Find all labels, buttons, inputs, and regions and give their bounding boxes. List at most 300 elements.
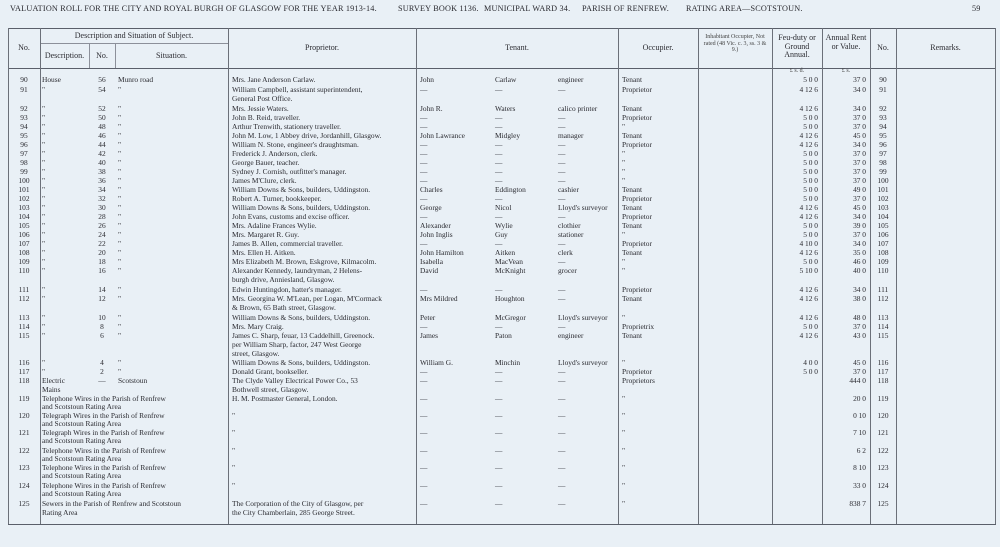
entry-description: Mains [42,385,61,394]
entry-tenant-surname: Nicol [495,203,512,212]
entry-occupier: " [622,176,626,185]
entry-description: " [42,212,46,221]
entry-number: 121 [18,428,30,437]
entry-feu-duty: 5 10 0 [799,266,818,275]
entry-number-right: 92 [879,104,887,113]
entry-tenant-forename: — [420,194,428,203]
entry-situation: " [118,322,122,331]
entry-feu-duty: 4 12 6 [799,104,818,113]
entry-feu-duty: 5 0 0 [803,367,818,376]
entry-occupier: " [622,499,626,508]
entry-house-number: 52 [98,104,106,113]
entry-tenant-surname: Paton [495,331,512,340]
entry-tenant-surname: — [495,167,503,176]
entry-description: " [42,140,46,149]
entry-proprietor: Frederick J. Anderson, clerk. [232,149,318,158]
entry-tenant-occupation: — [558,446,566,455]
entry-occupier: Proprietor [622,285,652,294]
entry-description: " [42,294,46,303]
entry-tenant-occupation: stationer [558,230,584,239]
entry-tenant-occupation: — [558,194,566,203]
entry-description: " [42,239,46,248]
entry-description: " [42,257,46,266]
table-top-rule [8,28,996,29]
entry-proprietor: John B. Reid, traveller. [232,113,301,122]
entry-feu-duty: 5 0 0 [803,167,818,176]
entry-situation: " [118,331,122,340]
entry-house-number: 46 [98,131,106,140]
entry-description: " [42,158,46,167]
entry-proprietor: William Downs & Sons, builders, Uddingston. [232,203,371,212]
entry-number: 108 [18,248,30,257]
entry-annual-rent: 34 0 [853,285,866,294]
entry-tenant-occupation: grocer [558,266,577,275]
entry-tenant-forename: — [420,428,428,437]
entry-feu-duty: 5 0 0 [803,149,818,158]
entry-tenant-surname: — [495,411,503,420]
entry-proprietor: Bothwell street, Glasgow. [232,385,309,394]
entry-proprietor: " [232,428,236,437]
entry-tenant-forename: Mrs Mildred [420,294,458,303]
entry-proprietor: & Brown, 65 Bath street, Glasgow. [232,303,336,312]
entry-number: 113 [18,313,30,322]
entry-annual-rent: 34 0 [853,239,866,248]
col-rule [416,28,417,524]
entry-tenant-forename: — [420,322,428,331]
col-head-desc-group: Description and Situation of Subject. [74,31,194,40]
col-head-proprietor: Proprietor. [305,43,339,52]
entry-proprietor: " [232,411,236,420]
entry-number: 115 [18,331,30,340]
entry-tenant-forename: Alexander [420,221,451,230]
entry-number-right: 103 [877,203,889,212]
entry-occupier: " [622,411,626,420]
entry-tenant-forename: — [420,446,428,455]
entry-tenant-forename: — [420,463,428,472]
entry-tenant-surname: — [495,140,503,149]
entry-feu-duty: 4 12 6 [799,331,818,340]
entry-tenant-surname: — [495,239,503,248]
entry-situation: " [118,85,122,94]
entry-description: Rating Area [42,508,78,517]
entry-tenant-surname: — [495,446,503,455]
entry-number: 117 [18,367,30,376]
entry-annual-rent: 39 0 [853,221,866,230]
entry-number-right: 96 [879,140,887,149]
col-head-situation: Situation. [156,51,187,60]
entry-tenant-occupation: Lloyd's surveyor [558,203,608,212]
entry-annual-rent: 6 2 [856,446,866,455]
entry-number: 122 [18,446,30,455]
rating-area: RATING AREA—SCOTSTOUN. [686,4,803,13]
entry-description: " [42,203,46,212]
entry-proprietor: William Campbell, assistant superintendent, [232,85,363,94]
entry-description: " [42,221,46,230]
col-rule [995,28,996,524]
entry-tenant-forename: David [420,266,439,275]
entry-proprietor: Arthur Trenwith, stationery traveller. [232,122,341,131]
entry-occupier: Proprietor [622,239,652,248]
entry-feu-duty: 5 0 0 [803,176,818,185]
entry-tenant-forename: — [420,239,428,248]
entry-annual-rent: 45 0 [853,358,866,367]
entry-tenant-forename: — [420,176,428,185]
entry-tenant-occupation: — [558,376,566,385]
entry-number: 93 [20,113,28,122]
entry-number: 99 [20,167,28,176]
entry-description: " [42,367,46,376]
entry-occupier: Tenant [622,104,643,113]
entry-description: and Scotstoun Rating Area [42,419,122,428]
entry-tenant-occupation: — [558,294,566,303]
entry-number-right: 124 [877,481,889,490]
entry-situation: " [118,185,122,194]
entry-tenant-surname: — [495,176,503,185]
entry-description: " [42,331,46,340]
entry-number-right: 95 [879,131,887,140]
entry-tenant-forename: — [420,411,428,420]
entry-tenant-surname: — [495,463,503,472]
entry-annual-rent: 37 0 [853,194,866,203]
entry-proprietor: " [232,463,236,472]
entry-annual-rent: 37 0 [853,75,866,84]
entry-proprietor: the City Chamberlain, 285 George Street. [232,508,355,517]
entry-tenant-occupation: — [558,411,566,420]
entry-tenant-forename: John R. [420,104,443,113]
entry-number-right: 99 [879,167,887,176]
entry-situation: " [118,104,122,113]
entry-annual-rent: 43 0 [853,331,866,340]
entry-annual-rent: 34 0 [853,85,866,94]
entry-description: " [42,285,46,294]
entry-tenant-occupation: — [558,499,566,508]
entry-description: " [42,194,46,203]
entry-tenant-surname: Waters [495,104,516,113]
entry-tenant-surname: — [495,212,503,221]
entry-proprietor: James C. Sharp, feuar, 13 Caddelhill, Greenock. [232,331,375,340]
entry-feu-duty: 5 0 0 [803,113,818,122]
entry-tenant-forename: John Hamilton [420,248,464,257]
entry-annual-rent: 49 0 [853,185,866,194]
entry-tenant-forename: Charles [420,185,443,194]
entry-situation: " [118,113,122,122]
entry-feu-duty: 4 12 6 [799,203,818,212]
entry-tenant-forename: — [420,212,428,221]
entry-proprietor: Donald Grant, bookseller. [232,367,309,376]
entry-occupier: Proprietor [622,85,652,94]
entry-occupier: " [622,158,626,167]
entry-occupier: " [622,266,626,275]
entry-number: 92 [20,104,28,113]
entry-proprietor: Mrs. Jessie Waters. [232,104,289,113]
entry-tenant-surname: Eddington [495,185,526,194]
entry-feu-duty: 4 12 6 [799,212,818,221]
entry-tenant-occupation: — [558,481,566,490]
entry-tenant-forename: Peter [420,313,436,322]
entry-description: and Scotstoun Rating Area [42,471,122,480]
entry-occupier: Tenant [622,331,643,340]
entry-occupier: Proprietrix [622,322,655,331]
entry-number-right: 122 [877,446,889,455]
entry-tenant-surname: — [495,113,503,122]
entry-feu-duty: 5 0 0 [803,185,818,194]
entry-proprietor: William Downs & Sons, builders, Uddingston. [232,185,371,194]
col-head-no: No. [18,43,30,52]
entry-house-number: 56 [98,75,106,84]
entry-number: 123 [18,463,30,472]
entry-tenant-surname: Midgley [495,131,521,140]
entry-description: " [42,176,46,185]
entry-tenant-forename: — [420,158,428,167]
entry-number-right: 109 [877,257,889,266]
entry-house-number: 50 [98,113,106,122]
entry-house-number: 48 [98,122,106,131]
entry-tenant-forename: — [420,113,428,122]
entry-tenant-surname: Wylie [495,221,513,230]
entry-tenant-forename: — [420,149,428,158]
entry-tenant-occupation: engineer [558,331,584,340]
entry-situation: " [118,358,122,367]
entry-situation: " [118,367,122,376]
entry-description: and Scotstoun Rating Area [42,436,122,445]
entry-number-right: 104 [877,212,889,221]
lsd-rent-label: £ s. [841,68,851,74]
entry-tenant-surname: — [495,158,503,167]
entry-house-number: 2 [100,367,104,376]
entry-number: 100 [18,176,30,185]
entry-house-number: 22 [98,239,106,248]
entry-tenant-occupation: — [558,428,566,437]
entry-tenant-forename: George [420,203,442,212]
entry-proprietor: " [232,446,236,455]
entry-number-right: 112 [877,294,889,303]
entry-situation: " [118,257,122,266]
entry-feu-duty: 5 0 0 [803,122,818,131]
entry-tenant-forename: — [420,481,428,490]
entry-tenant-occupation: — [558,85,566,94]
entry-feu-duty: 4 12 6 [799,85,818,94]
entry-number: 125 [18,499,30,508]
entry-proprietor: Sydney J. Cornish, outfitter's manager. [232,167,347,176]
entry-house-number: 54 [98,85,106,94]
entry-tenant-forename: — [420,376,428,385]
entry-number-right: 123 [877,463,889,472]
entry-annual-rent: 37 0 [853,167,866,176]
entry-proprietor: John M. Low, 1 Abbey drive, Jordanhill, Glasgow. [232,131,382,140]
entry-tenant-forename: James [420,331,439,340]
entry-number: 107 [18,239,30,248]
entry-tenant-surname: — [495,285,503,294]
entry-description: and Scotstoun Rating Area [42,454,122,463]
entry-tenant-surname: — [495,122,503,131]
entry-tenant-occupation: Lloyd's surveyor [558,358,608,367]
entry-proprietor: " [232,481,236,490]
entry-tenant-surname: — [495,367,503,376]
entry-occupier: " [622,446,626,455]
entry-tenant-occupation: — [558,285,566,294]
entry-proprietor: Alexander Kennedy, laundryman, 2 Helens- [232,266,363,275]
entry-house-number: 10 [98,313,106,322]
entry-annual-rent: 40 0 [853,266,866,275]
entry-occupier: " [622,428,626,437]
entry-description: Telegraph Wires in the Parish of Renfrew [42,428,165,437]
entry-annual-rent: 38 0 [853,294,866,303]
entry-situation: " [118,140,122,149]
entry-house-number: 4 [100,358,104,367]
lsd-feu-label: £ s. d. [789,68,805,74]
entry-number: 116 [18,358,30,367]
entry-number-right: 115 [877,331,889,340]
entry-tenant-forename: — [420,394,428,403]
entry-annual-rent: 8 10 [853,463,866,472]
entry-number-right: 97 [879,149,887,158]
entry-feu-duty: 4 12 6 [799,294,818,303]
entry-proprietor: The Clyde Valley Electrical Power Co., 53 [232,376,358,385]
entry-occupier: " [622,149,626,158]
entry-number: 111 [18,285,30,294]
entry-number-right: 111 [877,285,889,294]
entry-number: 90 [20,75,28,84]
entry-number-right: 98 [879,158,887,167]
entry-number-right: 118 [877,376,889,385]
entry-tenant-surname: McKnight [495,266,526,275]
entry-tenant-forename: William G. [420,358,453,367]
entry-tenant-occupation: — [558,367,566,376]
entry-situation: " [118,221,122,230]
entry-description: House [42,75,61,84]
entry-house-number: 34 [98,185,106,194]
entry-tenant-occupation: — [558,394,566,403]
entry-annual-rent: 37 0 [853,149,866,158]
entry-number: 112 [18,294,30,303]
col-rule [772,28,773,524]
col-head-occupier: Occupier. [642,43,674,52]
entry-tenant-surname: — [495,499,503,508]
entry-number-right: 116 [877,358,889,367]
entry-number: 105 [18,221,30,230]
entry-proprietor: per William Sharp, factor, 247 West George [232,340,362,349]
entry-proprietor: Robert A. Turner, bookkeeper. [232,194,322,203]
entry-tenant-surname: Minchin [495,358,521,367]
entry-description: Electric [42,376,65,385]
entry-tenant-surname: Aitken [495,248,516,257]
entry-proprietor: street, Glasgow. [232,349,280,358]
entry-proprietor: burgh drive, Anniesland, Glasgow. [232,275,335,284]
entry-tenant-occupation: calico printer [558,104,598,113]
entry-description: and Scotstoun Rating Area [42,489,122,498]
entry-number-right: 105 [877,221,889,230]
entry-occupier: Proprietor [622,212,652,221]
entry-number-right: 102 [877,194,889,203]
entry-proprietor: Mrs. Margaret R. Guy. [232,230,300,239]
entry-description: Telephone Wires in the Parish of Renfrew [42,394,166,403]
entry-house-number: 42 [98,149,106,158]
entry-number: 104 [18,212,30,221]
entry-proprietor: William Downs & Sons, builders, Uddingston. [232,358,371,367]
entry-tenant-occupation: — [558,122,566,131]
entry-tenant-forename: — [420,285,428,294]
entry-number-right: 125 [877,499,889,508]
entry-occupier: Proprietor [622,194,652,203]
entry-tenant-forename: John [420,75,434,84]
entry-tenant-surname: — [495,481,503,490]
entry-description: and Scotstoun Rating Area [42,402,122,411]
entry-proprietor: H. M. Postmaster General, London. [232,394,338,403]
entry-annual-rent: 20 0 [853,394,866,403]
entry-number: 119 [18,394,30,403]
entry-description: Sewers in the Parish of Renfrew and Scotstoun [42,499,181,508]
entry-occupier: " [622,394,626,403]
col-head-number: No. [96,51,108,60]
entry-occupier: Tenant [622,294,643,303]
entry-annual-rent: 34 0 [853,140,866,149]
entry-feu-duty: 4 12 6 [799,285,818,294]
entry-tenant-forename: Isabella [420,257,443,266]
entry-number: 97 [20,149,28,158]
entry-annual-rent: 37 0 [853,158,866,167]
entry-number: 96 [20,140,28,149]
table-bottom-rule [8,524,996,525]
entry-tenant-surname: — [495,149,503,158]
entry-number-right: 107 [877,239,889,248]
entry-tenant-occupation: manager [558,131,584,140]
entry-house-number: 30 [98,203,106,212]
entry-situation: " [118,167,122,176]
entry-house-number: — [98,376,106,385]
entry-tenant-occupation: — [558,463,566,472]
entry-situation: " [118,248,122,257]
entry-feu-duty: 5 0 0 [803,194,818,203]
entry-number-right: 114 [877,322,889,331]
col-rule [228,28,229,524]
col-rule [698,28,699,524]
entry-tenant-surname: MacVean [495,257,523,266]
entry-number: 124 [18,481,30,490]
entry-tenant-occupation: — [558,322,566,331]
entry-number: 106 [18,230,30,239]
entry-occupier: " [622,167,626,176]
entry-tenant-forename: — [420,122,428,131]
entry-occupier: " [622,122,626,131]
entry-feu-duty: 4 12 6 [799,140,818,149]
entry-situation: " [118,212,122,221]
entry-annual-rent: 7 10 [853,428,866,437]
entry-annual-rent: 46 0 [853,257,866,266]
col-rule [618,28,619,524]
entry-situation: " [118,176,122,185]
entry-house-number: 24 [98,230,106,239]
entry-tenant-occupation: — [558,113,566,122]
entry-situation: " [118,294,122,303]
entry-proprietor: Mrs. Ellen H. Aitken. [232,248,296,257]
entry-tenant-surname: — [495,376,503,385]
entry-tenant-occupation: clerk [558,248,573,257]
entry-number-right: 108 [877,248,889,257]
entry-occupier: Tenant [622,75,643,84]
entry-situation: " [118,230,122,239]
parish: PARISH OF RENFREW. [582,4,669,13]
entry-description: " [42,149,46,158]
entry-description: " [42,266,46,275]
entry-proprietor: Mrs. Jane Anderson Carlaw. [232,75,316,84]
col-head-remarks: Remarks. [930,43,961,52]
entry-occupier: Proprietor [622,140,652,149]
entry-tenant-surname: Houghton [495,294,525,303]
col-head-inhabitant: Inhabitant Occupier, Not rated (48 Vic. c. 3, ss. 3 & 9.) [703,34,767,54]
entry-description: Telephone Wires in the Parish of Renfrew [42,446,166,455]
entry-proprietor: Mrs. Mary Craig. [232,322,284,331]
entry-situation: " [118,122,122,131]
